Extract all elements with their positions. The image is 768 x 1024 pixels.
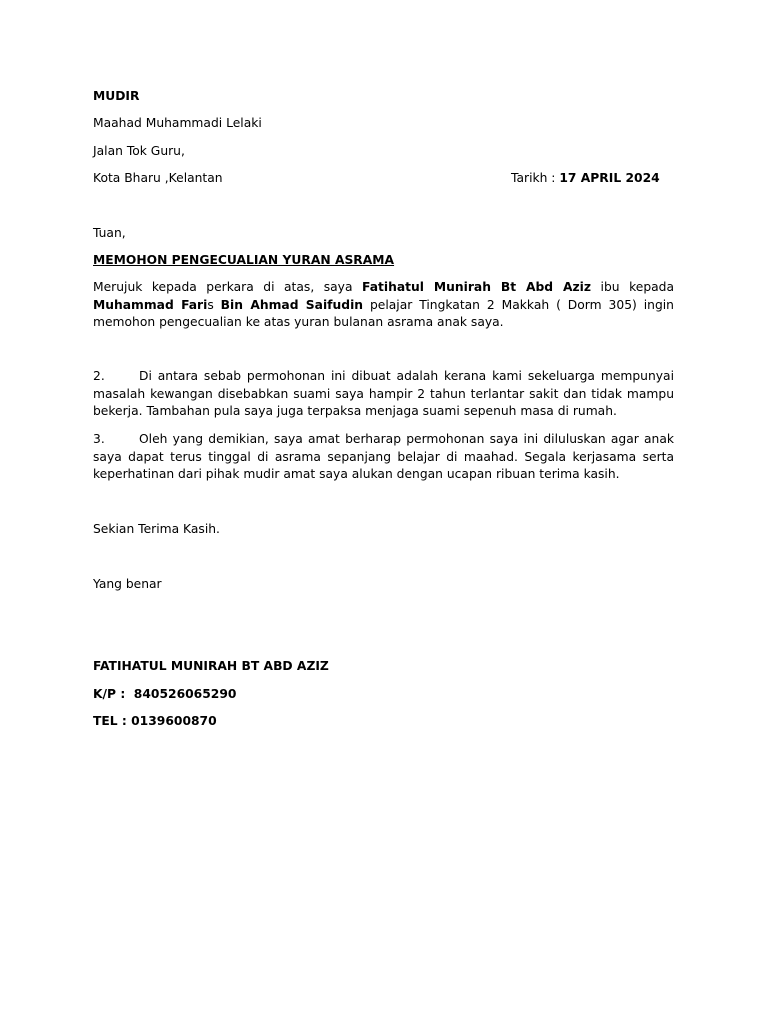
applicant-name: Fatihatul Munirah Bt Abd Aziz: [362, 280, 592, 294]
signatory-name: FATIHATUL MUNIRAH BT ABD AZIZ: [93, 659, 329, 673]
subject-heading: MEMOHON PENGECUALIAN YURAN ASRAMA: [93, 253, 395, 267]
recipient-line-1: Maahad Muhammadi Lelaki: [93, 116, 262, 130]
p1-text-4: pelajar Tingkatan 2 Makkah ( Dorm 305) ingin memohon pengecualian ke atas yuran bulanan asrama anak saya.: [93, 297, 674, 330]
recipient-line-3: Kota Bharu ,Kelantan: [93, 171, 223, 185]
student-name-part-2: Bin Ahmad Saifudin: [220, 297, 364, 312]
paragraph-2-number: 2.: [93, 369, 105, 383]
p1-text-3: s: [207, 297, 221, 312]
closing-line: Sekian Terima Kasih.: [93, 522, 220, 536]
signatory-ic: K/P : 840526065290: [93, 687, 237, 701]
letter-date: [511, 170, 660, 186]
paragraph-3-number: 3.: [93, 432, 105, 446]
student-name-part-1: Muhammad Fari: [93, 297, 208, 312]
paragraph-3: [93, 431, 674, 484]
sign-off: Yang benar: [93, 577, 162, 591]
date-value: 17 APRIL 2024: [559, 171, 660, 185]
signatory-phone: TEL : 0139600870: [93, 714, 217, 728]
recipient-title: MUDIR: [93, 89, 140, 103]
paragraph-2: [93, 368, 674, 421]
paragraph-2-text: Di antara sebab permohonan ini dibuat adalah kerana kami sekeluarga mempunyai masalah kewangan disebabkan suami saya hampir 2 tahun terlantar sakit dan tidak mampu bekerja. Tambahan pula saya juga terpaksa menjaga suami sepenuh masa di rumah.: [93, 369, 674, 419]
date-label: Tarikh :: [511, 171, 556, 185]
paragraph-1: [93, 279, 674, 332]
salutation: Tuan,: [93, 226, 126, 240]
recipient-line-2: Jalan Tok Guru,: [93, 144, 185, 158]
p1-text-1: Merujuk kepada perkara di atas, saya: [93, 280, 363, 294]
paragraph-3-text: Oleh yang demikian, saya amat berharap permohonan saya ini diluluskan agar anak saya dapat terus tinggal di asrama sepanjang belajar di maahad. Segala kerjasama serta keperhatinan dari pihak mudir amat saya alukan dengan ucapan ribuan terima kasih.: [93, 432, 674, 482]
p1-text-2: ibu kepada: [591, 280, 675, 294]
